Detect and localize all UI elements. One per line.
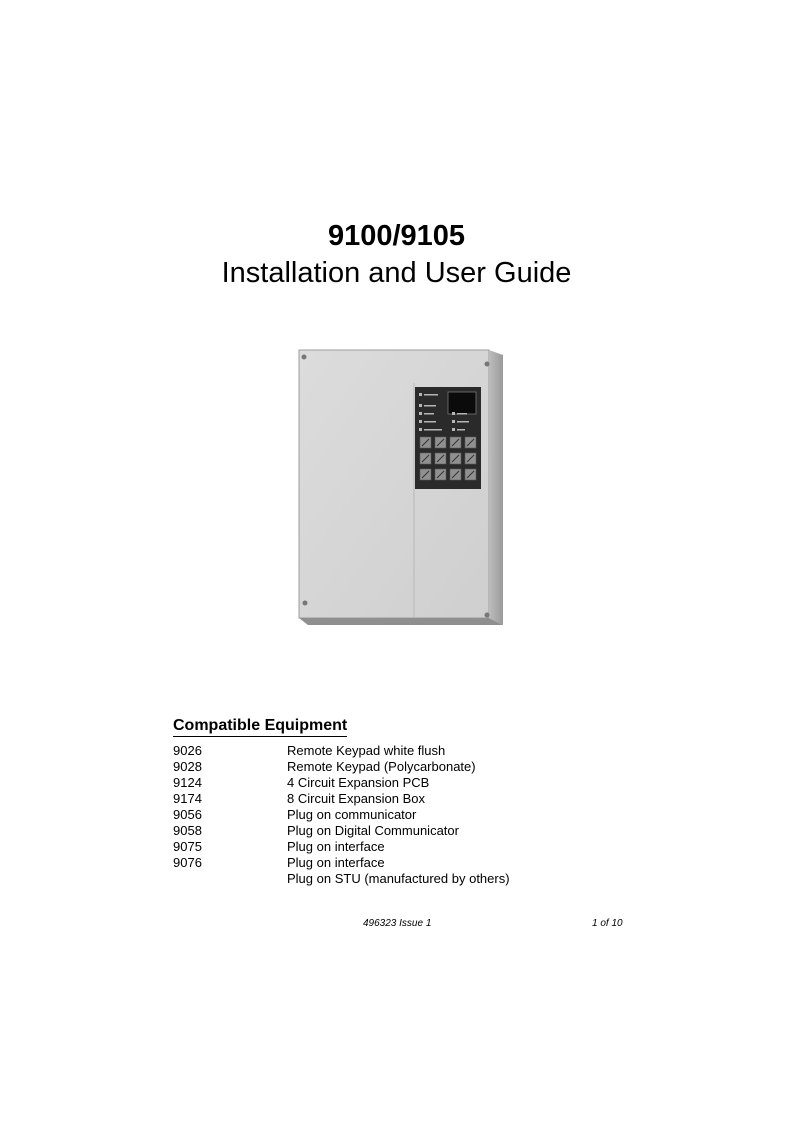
equipment-description: Plug on interface bbox=[287, 839, 385, 854]
list-item bbox=[173, 855, 613, 871]
title-block bbox=[0, 218, 793, 292]
list-item bbox=[173, 823, 613, 839]
equipment-code: 9026 bbox=[173, 743, 202, 758]
equipment-description: Plug on interface bbox=[287, 855, 385, 870]
equipment-description: Remote Keypad (Polycarbonate) bbox=[287, 759, 476, 774]
list-item bbox=[173, 791, 613, 807]
list-item bbox=[173, 775, 613, 791]
equipment-code bbox=[173, 871, 287, 887]
equipment-code: 9028 bbox=[173, 759, 202, 774]
compatible-equipment-heading: Compatible Equipment bbox=[173, 716, 347, 737]
equipment-code: 9058 bbox=[173, 823, 202, 838]
guide-subtitle: Installation and User Guide bbox=[221, 257, 572, 289]
equipment-code: 9174 bbox=[173, 791, 202, 806]
equipment-description: 4 Circuit Expansion PCB bbox=[287, 775, 430, 790]
equipment-description: Remote Keypad white flush bbox=[287, 743, 446, 758]
equipment-description: 8 Circuit Expansion Box bbox=[287, 791, 426, 806]
list-item bbox=[173, 839, 613, 855]
equipment-code: 9056 bbox=[173, 807, 202, 822]
compatible-equipment-list bbox=[173, 743, 613, 887]
alarm-control-panel-photo bbox=[296, 345, 506, 630]
list-item bbox=[173, 759, 613, 775]
page-number: 1 of 10 bbox=[592, 918, 623, 929]
equipment-description: Plug on Digital Communicator bbox=[287, 823, 459, 838]
equipment-code: 9075 bbox=[173, 839, 202, 854]
equipment-description: Plug on STU (manufactured by others) bbox=[287, 871, 510, 886]
model-title: 9100/9105 bbox=[327, 220, 466, 252]
document-reference: 496323 Issue 1 bbox=[363, 918, 432, 929]
equipment-code: 9076 bbox=[173, 855, 202, 870]
list-item bbox=[173, 807, 613, 823]
equipment-description: Plug on communicator bbox=[287, 807, 417, 822]
equipment-code: 9124 bbox=[173, 775, 202, 790]
list-item bbox=[173, 743, 613, 759]
list-item bbox=[173, 871, 613, 887]
